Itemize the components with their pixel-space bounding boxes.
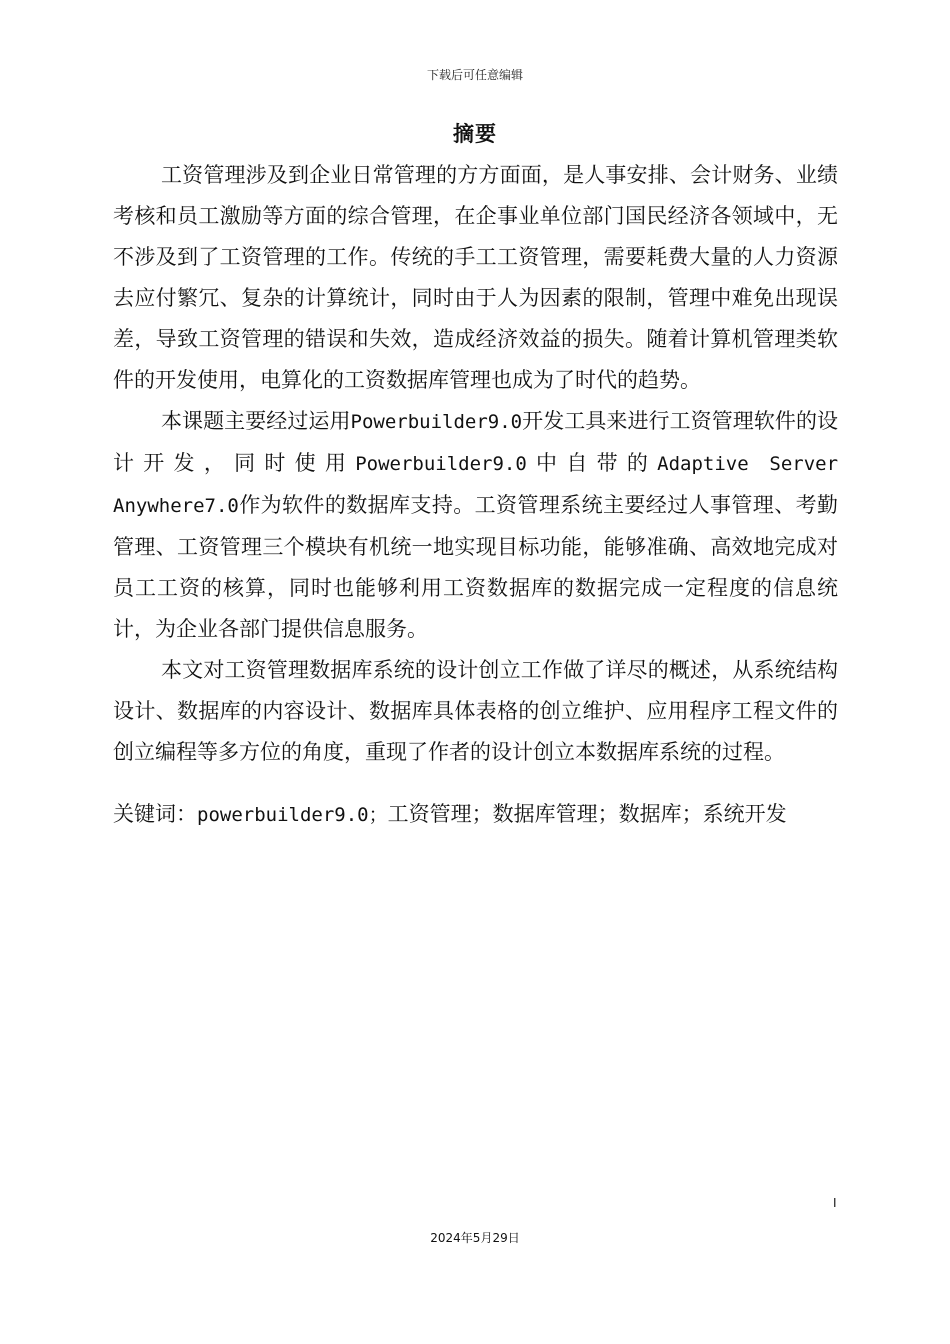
page-number: I xyxy=(833,1196,837,1210)
paragraph-3: 本文对工资管理数据库系统的设计创立工作做了详尽的概述，从系统结构设计、数据库的内容设计、数据库具体表格的创立维护、应用程序工程文件的创立编程等多方位的角度，重现了作者的设计创立本数据库系统的过程。 xyxy=(113,658,838,764)
keyword-list: 工资管理；数据库管理；数据库；系统开发 xyxy=(387,802,787,826)
paragraph-2-text-a: 本课题主要经过运用 xyxy=(161,409,351,433)
paragraph-2-text-g: 作为软件的数据库支持。工资管理系统主要经过人事管理、考勤管理、工资管理三个模块有机统一地实现目标功能，能够准确、高效地完成对员工工资的核算，同时也能够利用工资数据库的数据完成一定程度的信息统计，为企业各部门提供信息服务。 xyxy=(113,493,838,641)
footer-date: 2024年5月29日 xyxy=(430,1231,520,1245)
paragraph-2-text-e: 中自带的 xyxy=(526,451,658,475)
page-title: 摘要 xyxy=(453,122,497,146)
keyword-software: powerbuilder9.0； xyxy=(197,804,388,826)
paragraph-2-database-name: Adaptive Server Anywhere7.0 xyxy=(113,453,839,517)
paragraph-2 xyxy=(113,401,838,650)
paragraph-2-software-b: Powerbuilder9.0 xyxy=(355,453,527,475)
paragraph-2-software-a: Powerbuilder9.0 xyxy=(350,411,523,433)
abstract-body xyxy=(113,155,838,836)
header-note: 下载后可任意编辑 xyxy=(426,68,523,82)
keywords-label: 关键词： xyxy=(113,802,197,826)
paragraph-2-text-c: 开发工具来进行工资管理软件的设计开发，同时使用 xyxy=(113,409,839,475)
keywords-line xyxy=(113,794,838,836)
paragraph-1: 工资管理涉及到企业日常管理的方方面面，是人事安排、会计财务、业绩考核和员工激励等方面的综合管理，在企事业单位部门国民经济各领域中，无不涉及到了工资管理的工作。传统的手工工资管理，需要耗费大量的人力资源去应付繁冗、复杂的计算统计，同时由于人为因素的限制，管理中难免出现误差，导致工资管理的错误和失效，造成经济效益的损失。随着计算机管理类软件的开发使用，电算化的工资数据库管理也成为了时代的趋势。 xyxy=(113,163,838,392)
